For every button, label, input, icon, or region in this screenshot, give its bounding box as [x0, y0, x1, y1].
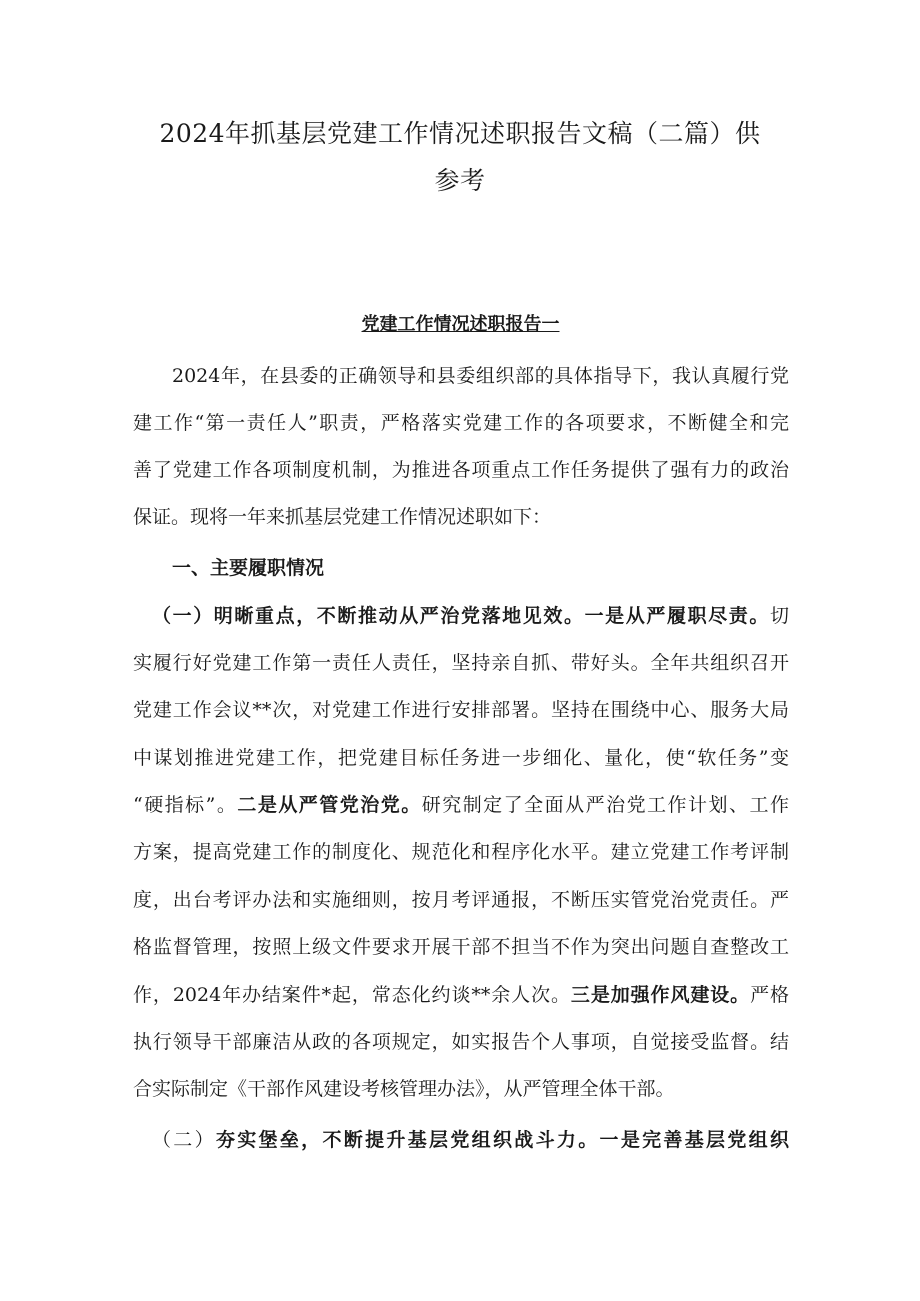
part1-line-9-a: 作，2024年办结案件*起，常态化约谈**余人次。	[133, 984, 571, 1006]
intro-line-3: 善了党建工作各项制度机制，为推进各项重点工作任务提供了强有力的政治	[133, 459, 789, 481]
part1-line-5	[133, 790, 789, 820]
part1-line-9	[133, 980, 789, 1010]
part1-line-11: 合实际制定《干部作风建设考核管理办法》，从严管理全体干部。	[133, 1078, 675, 1100]
part2-line-1-a: （二）	[152, 1129, 216, 1151]
intro-line-2: 建工作“第一责任人”职责，严格落实党建工作的各项要求，不断健全和完	[133, 412, 789, 434]
part1-line-5-a: “硬指标”。	[133, 794, 238, 816]
part1-line-6: 方案，提高党建工作的制度化、规范化和程序化水平。建立党建工作考评制	[133, 841, 789, 863]
part1-line-4: 中谋划推进党建工作，把党建目标任务进一步细化、量化，使“软任务”变	[133, 747, 789, 769]
part1-line-9-bold: 三是加强作风建设。	[570, 984, 751, 1006]
heading-main-duties: 一、主要履职情况	[172, 557, 325, 579]
document-title-line-1: 2024年抓基层党建工作情况述职报告文稿（二篇）供	[159, 119, 761, 148]
document-title	[120, 110, 800, 204]
part1-line-1-bold: （一）明晰重点，不断推动从严治党落地见效。一是从严履职尽责。	[152, 605, 770, 627]
part1-line-7: 度，出台考评办法和实施细则，按月考评通报，不断压实管党治党责任。严	[133, 889, 789, 911]
part1-line-2: 实履行好党建工作第一责任人责任，坚持亲自抓、带好头。全年共组织召开	[133, 652, 789, 674]
part1-line-5-bold: 二是从严管党治党。	[237, 794, 422, 816]
part1-line-1-rest: 切	[769, 605, 789, 627]
part1-line-3: 党建工作会议**次，对党建工作进行安排部署。坚持在围绕中心、服务大局	[133, 699, 789, 721]
part1-line-9-rest: 严格	[750, 984, 789, 1006]
section-title: 党建工作情况述职报告一	[361, 314, 560, 335]
part2-line-1	[152, 1125, 789, 1155]
part1-line-8: 格监督管理，按照上级文件要求开展干部不担当不作为突出问题自查整改工	[133, 936, 789, 958]
intro-line-4: 保证。现将一年来抓基层党建工作情况述职如下：	[133, 506, 552, 528]
part1-line-1	[152, 601, 789, 631]
intro-line-1: 2024年，在县委的正确领导和县委组织部的具体指导下，我认真履行党	[172, 365, 789, 387]
part2-line-1-bold: 夯实堡垒，不断提升基层党组织战斗力。一是完善基层党组织	[215, 1129, 789, 1151]
part1-line-10: 执行领导干部廉洁从政的各项规定，如实报告个人事项，自觉接受监督。结	[133, 1031, 789, 1053]
document-title-line-2: 参考	[434, 166, 486, 195]
part1-line-5-rest: 研究制定了全面从严治党工作计划、工作	[421, 794, 789, 816]
